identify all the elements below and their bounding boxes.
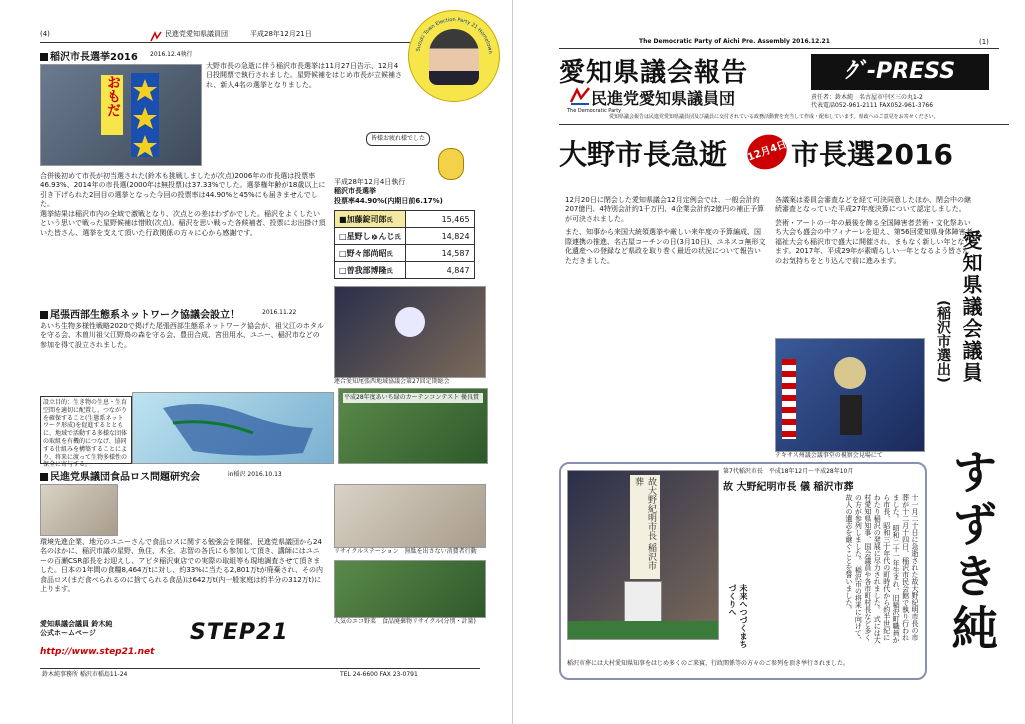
result-row: [335, 228, 475, 245]
footer-tel: TEL 24-6600 FAX 23-0791: [340, 671, 418, 678]
section-foodloss-date: in稲沢 2016.10.13: [228, 471, 282, 478]
article-column-2: 各議案は委員会審査などを経て可決同意したほか、閉会中の継続審査となっていた平成27年度決算について認定しました。 芸術・アートの一年の最後を飾る全国障害者芸術・文化祭あいち大会も盛会の中フィナーレを迎え、第56回愛知県身体障害者福祉大会も稲沢市で盛大に開催され、まもなく新しい年となります。2017年、平成29年が素晴らしい一年となるよう皆さんのお気持ちをとり込んで前に進みます。: [775, 196, 973, 265]
star-icon: [131, 73, 159, 157]
left-footer-promo: [40, 620, 330, 670]
funeral-title: 故 大野紀明市長 儀 稲沢市葬: [723, 482, 854, 493]
result-row: [335, 245, 475, 262]
result-candidate: [335, 211, 406, 228]
candidate-badge: [408, 10, 500, 102]
result-candidate-name: 曽我部博隆: [346, 265, 387, 275]
recycle-caption: リサイクルステーション 無駄を出さない消費者行動: [334, 548, 477, 555]
election-intro-text: 大野市長の急逝に伴う稲沢市長選挙は11月27日告示、12月4日投開票で執行されました。星野候補をはじめ市長が立候補され、新人4名の選挙となりました。: [206, 62, 402, 89]
union-meeting-caption: 連合愛知尾張西地域協議会第27回定期総会: [334, 378, 450, 385]
result-votes: 4,847: [405, 262, 474, 279]
masthead-subtitle: 民進党愛知県議員団: [591, 89, 736, 108]
result-candidate: [335, 262, 406, 279]
left-page-number: (4): [40, 30, 50, 38]
right-header-english: The Democratic Party of Aichi Pre. Assembly 2016.12.21: [639, 38, 830, 45]
footer-office: 鈴木純事務所 稲沢市稲島11-24: [42, 671, 128, 678]
footer-member-label: 愛知県議会議員 鈴木純: [40, 620, 113, 628]
result-suffix: 氏: [386, 267, 393, 275]
svg-text:Suzuki Town Election Party 21: [415, 17, 493, 54]
eco-vegetable-photo: [334, 560, 486, 618]
funeral-tail: 未来へつづくまちづくりへ: [728, 584, 748, 648]
union-meeting-photo: [334, 286, 486, 378]
section-ecosystem-date: 2016.11.22: [262, 309, 297, 316]
masthead-info-2: 代表電話052-961-2111 FAX052-961-3766: [811, 102, 934, 109]
speaker-figure: [840, 395, 862, 435]
recycle-station-photo: [334, 484, 486, 548]
eco-vegetable-caption: 人気のエコ野菜 食品廃棄物リサイクル(分別・計量): [334, 618, 476, 625]
election-body-text: 合併後初めて市長が初当選された(鈴木も挑戦しましたが次点)2006年の市長選は投票率46.93%、2014年の市長選(2000年は無投票)は37.33%でした。選挙権年齢が18歳以上に引き下げられた2回目の選挙となった今回の投票率は44.90%と45%にも届きませんでした。 選挙結果は稲沢市内の全域で激戦となり、次点との差はわずかでした。稲沢をよくしたいという思いで戦った星野候補は惜敗(次点)。稲沢を思い戦った各候補者、投票にお出掛け頂いた皆さん、選挙を支えて頂いた行政関係の方々に心から感謝です。: [40, 172, 326, 237]
texas-capitol-photo: [775, 338, 925, 452]
foodloss-body-text: 環境先進企業、地元のユニーさんで食品ロスに関する勉強会を開催、民進党県議団から24名のほかに、稲沢市議の星野、魚住、木全、志智の各氏にも参加して頂き、講師にはユニーの百瀬CSR部長をお迎えし、アピタ稲沢東店での実際の取組等も現地調査させて頂きました。日本の1年間の食糧8,464万tに対し、約33%に当たる2,801万tが廃棄され、その内食品ロス(まだ食べられるのに捨てられる食品)は642万t(内一般家庭は約半分の312万t)に上ります。: [40, 538, 323, 594]
result-suffix: 氏: [386, 250, 393, 258]
bullet-icon: □: [339, 265, 347, 275]
headline-right: 市長選2016: [791, 138, 953, 171]
win-mark-icon: ■: [339, 214, 347, 224]
election-result-name: 稲沢市長選挙: [334, 187, 376, 196]
result-candidate: [335, 228, 406, 245]
result-votes: 15,465: [405, 211, 474, 228]
left-page: [0, 0, 512, 724]
left-header: [40, 28, 440, 43]
ecosystem-purpose-box: 設立目的：生き物の生息・生育空間を適切に配置し、つながりを確保すること(生態系ネットワーク形成)を促進するとともに、地域で活動する多様な団体の取組を有機的につなげ、協同する仕組みを構築することにより、将来に渡って生物多様性の保全に寄与する。: [40, 396, 132, 464]
result-row: [335, 262, 475, 279]
article-column-1: 12月20日に閉会した愛知県議会12月定例会では、一般会計約207億円、4特別会計約1千万円、4企業会計約2億円の補正予算が可決されました。 また、知事から来国大統領選挙や厳しい来年度の予算編成、国際連携の推進、名古屋コーチンの日(3月10日)、ユネスコ無形文化遺産への登録など県政を取り巻く最近の状況について報告いただきました。: [565, 196, 766, 265]
election-banner: [131, 73, 159, 157]
press-logo: ｸﾞ-PRESS: [811, 54, 989, 90]
vertical-district: (稲沢市選出): [935, 300, 951, 383]
party-logo-text: The Democratic Party: [567, 108, 622, 114]
masthead-title: 愛知県議会報告: [559, 58, 749, 88]
result-suffix: 氏: [386, 216, 393, 224]
speech-bubble: 皆様お疲れ様でした: [366, 132, 430, 146]
ecosystem-map: [132, 392, 334, 464]
result-suffix: 氏: [394, 233, 401, 241]
vertical-name: すずき純: [945, 448, 999, 656]
election-banner-text: おもだ: [101, 75, 123, 135]
study-meeting-photo: [40, 484, 118, 536]
funeral-hall-sign: 故大野紀明市長 稲沢市葬: [630, 475, 660, 579]
election-turnout: 投票率44.90%(内期日前6.17%): [334, 196, 443, 205]
flower-altar: [568, 621, 718, 639]
left-header-date: 平成28年12月21日: [250, 30, 312, 38]
map-region-icon: [133, 393, 333, 463]
right-header: [559, 36, 999, 49]
union-logo-icon: [395, 307, 425, 337]
vertical-role: 愛知県議会議員: [959, 230, 983, 384]
step21-logo: STEP21: [190, 620, 289, 645]
funeral-note-top: 第7代稲沢市長 平成18年12月〜平成28年10月: [723, 468, 854, 475]
left-footer-bar: [40, 668, 480, 681]
green-curtain-photo: [338, 388, 488, 464]
result-votes: 14,824: [405, 228, 474, 245]
section-foodloss-title: 民進党県議団食品ロス問題研究会: [40, 468, 200, 483]
bullet-icon: □: [339, 248, 347, 258]
badge-arc-label: Suzuki Town Election Party 21 Hometown: [415, 16, 493, 55]
left-header-party: 民進党愛知県議員団: [165, 30, 228, 38]
funeral-bottom-note: 稲沢市葬には大村愛知県知事をはじめ多くのご来賓、行政関係等の方々のご参列を頂き挙行されました。: [567, 660, 850, 667]
section-election-title: 稲沢市長選挙2016: [40, 48, 138, 63]
funeral-text: 十一月二十日に急逝された故大野紀明市長の市葬が十二月十四日、稲沢市民会館で執り行われました。 昭和二十一年生まれ、旧稲沢町職員から市長、昭和三十年代の町時代から約半世紀にわたり稲沢の発展に尽力されました。 式には大村愛知県知事、国会議員や各市町村長など多くの方が参列しました。 稲沢市の将来に向けて、故人の遺志を継ぐことを誓いました。: [844, 494, 919, 644]
section-ecosystem-title: 尾張西部生態系ネットワーク協議会設立！: [40, 306, 240, 321]
badge-arc-text: [409, 11, 499, 101]
texas-photo-caption: テキサス州議会議事堂の視察会見場にて: [775, 452, 883, 459]
election-result-box: [334, 178, 484, 279]
result-candidate-name: 星野しゅんじ: [346, 231, 395, 241]
election-results-table: [334, 210, 475, 279]
masthead-note: 愛知県議会報告は民進党愛知県議員団及び議員に交付されている政務活動費を充当して作成・配布しています。県政へのご意見をお寄せください。: [609, 114, 939, 120]
election-result-date: 平成28年12月4日執行: [334, 178, 406, 186]
party-mark-icon: [150, 28, 162, 47]
footer-hp-label: 公式ホームページ: [40, 629, 96, 638]
funeral-hall-photo: [567, 470, 719, 640]
texas-seal-icon: [834, 357, 866, 389]
headline-left: 大野市長急逝: [559, 138, 728, 171]
election-photo: [40, 64, 202, 166]
footer-website-link[interactable]: http://www.step21.net: [40, 646, 155, 657]
memorial-portrait: [624, 581, 662, 623]
result-candidate-name: 野々部尚昭: [346, 248, 387, 258]
headline: [559, 124, 1009, 177]
mascot-icon: [438, 148, 464, 180]
green-curtain-award: 平成28年度あいち緑のカーテンコンテスト 優良賞: [343, 393, 483, 403]
section-election-date: 2016.12.4執行: [150, 51, 193, 58]
result-votes: 14,587: [405, 245, 474, 262]
result-row: [335, 211, 475, 228]
party-logo-icon: [569, 86, 591, 110]
bullet-icon: □: [339, 231, 347, 241]
right-page-number: (1): [979, 38, 989, 46]
us-flag-icon: [782, 359, 796, 439]
result-candidate: [335, 245, 406, 262]
headline-date-badge: 12月4日: [742, 129, 791, 175]
right-page: [512, 0, 1025, 724]
masthead-info-1: 責任者：鈴木純 名古屋市中区三の丸1-2: [811, 94, 923, 101]
funeral-box: [559, 462, 927, 680]
result-candidate-name: 加藤錠司郎: [346, 214, 387, 224]
ecosystem-body-text: あいち生物多様性戦略2020で掲げた尾張西部生態系ネットワーク協会が、祖父江のホタルを守る会、木曽川祖父江野鳥の森を守る会、豊田合成、宮田用水、ユニー、稲沢市などの参加を得て設立されました。: [40, 322, 324, 349]
